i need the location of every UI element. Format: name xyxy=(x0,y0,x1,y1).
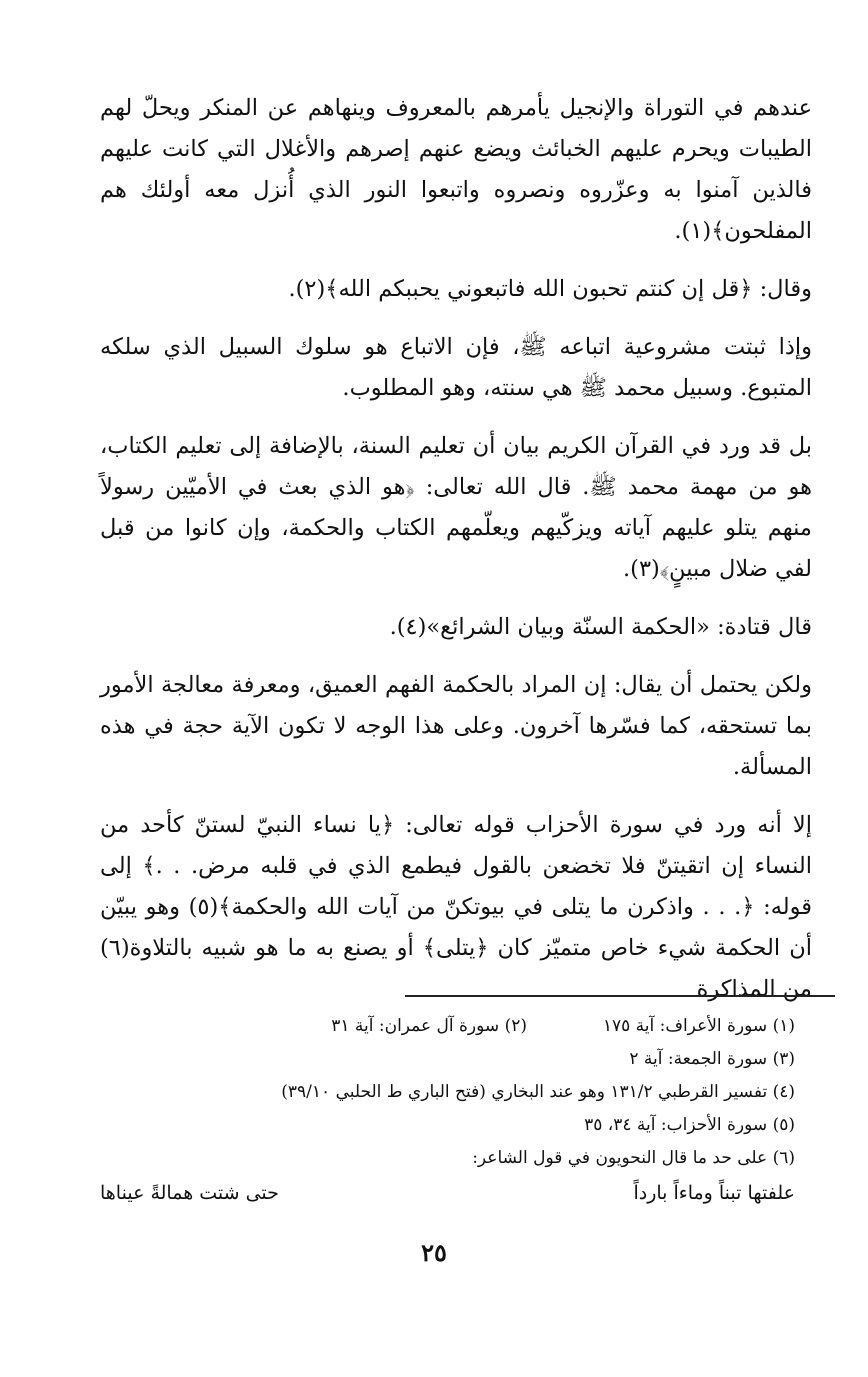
poetry-verse xyxy=(100,1177,795,1210)
paragraph: ولكن يحتمل أن يقال: إن المراد بالحكمة الفهم العميق، ومعرفة معالجة الأمور بما تستحقه، كما فسّرها آخرون. وعلى هذا الوجه لا تكون الآية حجة في هذه المسألة. xyxy=(100,672,812,780)
footnotes xyxy=(100,1010,795,1210)
page-number: ٢٥ xyxy=(421,1238,447,1267)
footnote-row xyxy=(100,1109,795,1142)
footnote-6: (٦) على حد ما قال النحويون في قول الشاعر: xyxy=(472,1148,795,1168)
paragraph: إلا أنه ورد في سورة الأحزاب قوله تعالى: ﴿يا نساء النبيّ لستنّ كأحد من النساء إن اتقيتنّ فلا تخضعن بالقول فيطمع الذي في قلبه مرض. . .﴾ إلى قوله: ﴿. . . واذكرن ما يتلى في بيوتكنّ من آيات الله والحكمة﴾(٥) وهو يبيّن أن الحكمة شيء خاص متميّز كان ﴿يتلى﴾ أو يصنع به ما هو شبيه بالتلاوة(٦) من المذاكرة xyxy=(100,812,813,1002)
paragraph: عندهم في التوراة والإنجيل يأمرهم بالمعروف وينهاهم عن المنكر ويحلّ لهم الطيبات ويحرم عليهم الخبائث ويضع عنهم إصرهم والأغلال التي كانت عليهم فالذين آمنوا به وعزّروه ونصروه واتبعوا النور الذي أُنزل معه أولئك هم المفلحون﴾(١). xyxy=(100,95,812,244)
footnote-3: (٣) سورة الجمعة: آية ٢ xyxy=(629,1049,795,1069)
footnote-1: (١) سورة الأعراف: آية ١٧٥ xyxy=(602,1016,795,1036)
verse-first-hemistich: علفتها تبناً وماءاً بارداً xyxy=(633,1182,795,1204)
footnote-4: (٤) تفسير القرطبي ١٣١/٢ وهو عند البخاري (فتح الباري ط الحلبي ٣٩/١٠) xyxy=(281,1082,795,1102)
verse-second-hemistich: حتى شتت همالةً عيناها xyxy=(100,1182,279,1204)
footnote-row xyxy=(100,1142,795,1175)
paragraph: وإذا ثبتت مشروعية اتباعه ﷺ، فإن الاتباع هو سلوك السبيل الذي سلكه المتبوع. وسبيل محمد ﷺ هي سنته، وهو المطلوب. xyxy=(100,334,812,401)
footnote-row xyxy=(100,1010,795,1043)
footnote-row xyxy=(100,1043,795,1076)
footnote-row xyxy=(100,1076,795,1109)
footnote-separator xyxy=(405,995,835,997)
footnote-5: (٥) سورة الأحزاب: آية ٣٤، ٣٥ xyxy=(584,1115,795,1135)
paragraph: وقال: ﴿قل إن كنتم تحبون الله فاتبعوني يحببكم الله﴾(٢). xyxy=(288,276,812,302)
main-text xyxy=(100,88,812,1027)
footnote-2: (٢) سورة آل عمران: آية ٣١ xyxy=(331,1016,527,1036)
paragraph: بل قد ورد في القرآن الكريم بيان أن تعليم السنة، بالإضافة إلى تعليم الكتاب، هو من مهمة محمد ﷺ. قال الله تعالى: ﴿هو الذي بعث في الأميّين رسولاً منهم يتلو عليهم آياته ويزكّيهم ويعلّمهم الكتاب والحكمة، وإن كانوا من قبل لفي ضلال مبينٍ﴾(٣). xyxy=(100,433,812,582)
paragraph: قال قتادة: «الحكمة السنّة وبيان الشرائع»(٤). xyxy=(389,614,812,640)
